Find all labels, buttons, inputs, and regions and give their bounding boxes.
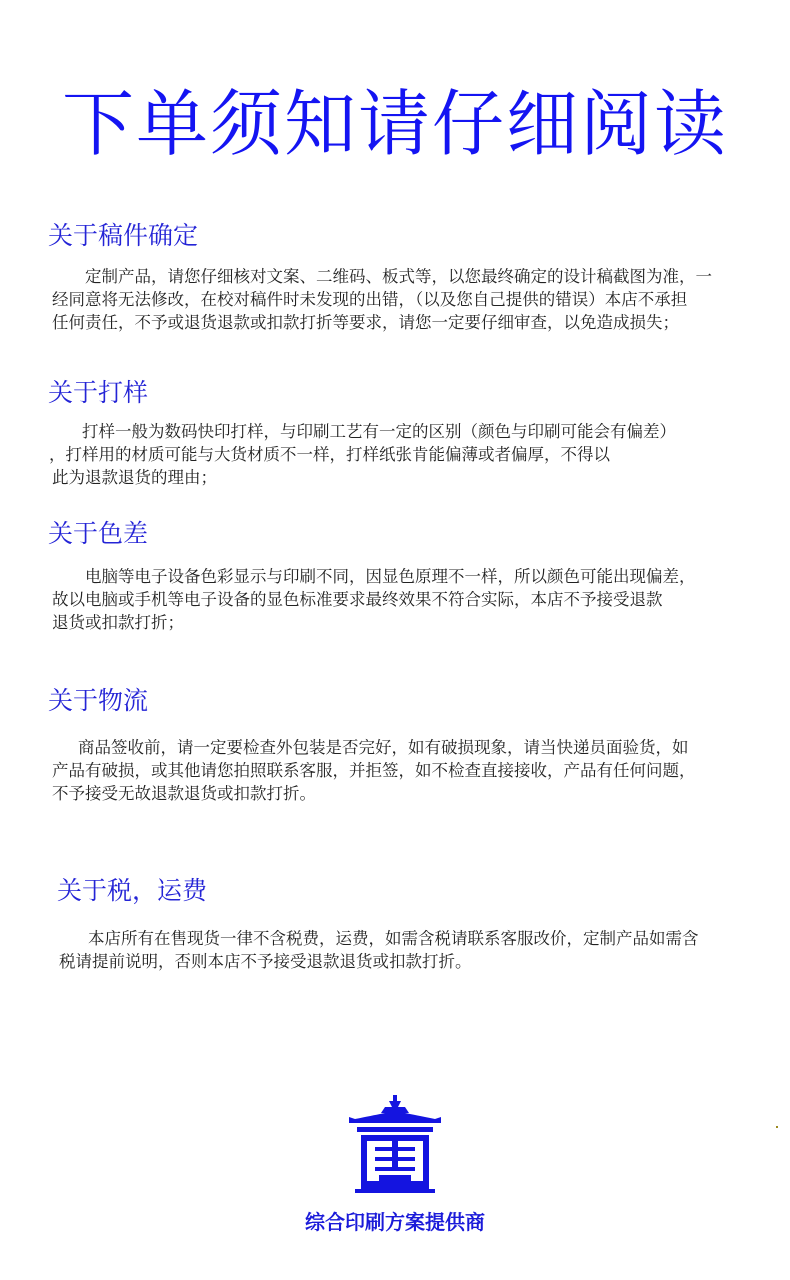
body-line: ，打样用的材质可能与大货材质不一样，打样纸张肯能偏薄或者偏厚，不得以 [49,445,610,464]
section-body-proofing [49,420,676,489]
section-title-draft-confirmation: 关于稿件确定 [48,221,199,250]
decorative-dot [776,1126,778,1128]
body-line: 电脑等电子设备色彩显示与印刷不同，因显色原理不一样，所以颜色可能出现偏差， [85,567,696,586]
logo-caption: 综合印刷方案提供商 [305,1210,485,1234]
section-body-draft-confirmation [52,265,712,334]
body-line: 税请提前说明，否则本店不予接受退款退货或扣款打折。 [59,952,472,971]
body-line: 退货或扣款打折； [52,613,184,632]
section-body-color-difference [52,565,696,634]
section-title-proofing: 关于打样 [48,378,149,407]
page-title: 下单须知请仔细阅读 [61,82,728,166]
body-line: 打样一般为数码快印打样，与印刷工艺有一定的区别（颜色与印刷可能会有偏差） [82,422,676,441]
section-body-logistics [52,736,696,805]
body-line: 不予接受无故退款退货或扣款打折。 [52,784,316,803]
section-title-logistics: 关于物流 [48,686,149,715]
body-line: 经同意将无法修改，在校对稿件时未发现的出错，（以及您自己提供的错误）本店不承担 [52,290,688,309]
body-line: 任何责任，不予或退货退款或扣款打折等要求，请您一定要仔细审查，以免造成损失； [52,313,679,332]
section-title-color-difference: 关于色差 [48,519,149,548]
body-line: 本店所有在售现货一律不含税费，运费，如需含税请联系客服改价，定制产品如需含 [88,929,699,948]
pavilion-logo-icon [345,1095,445,1195]
section-body-tax-shipping [59,927,699,973]
body-line: 定制产品，请您仔细核对文案、二维码、板式等，以您最终确定的设计稿截图为准，一 [85,267,712,286]
body-line: 故以电脑或手机等电子设备的显色标准要求最终效果不符合实际，本店不予接受退款 [52,590,663,609]
body-line: 此为退款退货的理由； [52,468,217,487]
section-title-tax-shipping: 关于税，运费 [57,876,208,905]
body-line: 商品签收前，请一定要检查外包装是否完好，如有破损现象，请当快递员面验货，如 [78,738,689,757]
body-line: 产品有破损，或其他请您拍照联系客服，并拒签，如不检查直接接收，产品有任何问题， [52,761,696,780]
